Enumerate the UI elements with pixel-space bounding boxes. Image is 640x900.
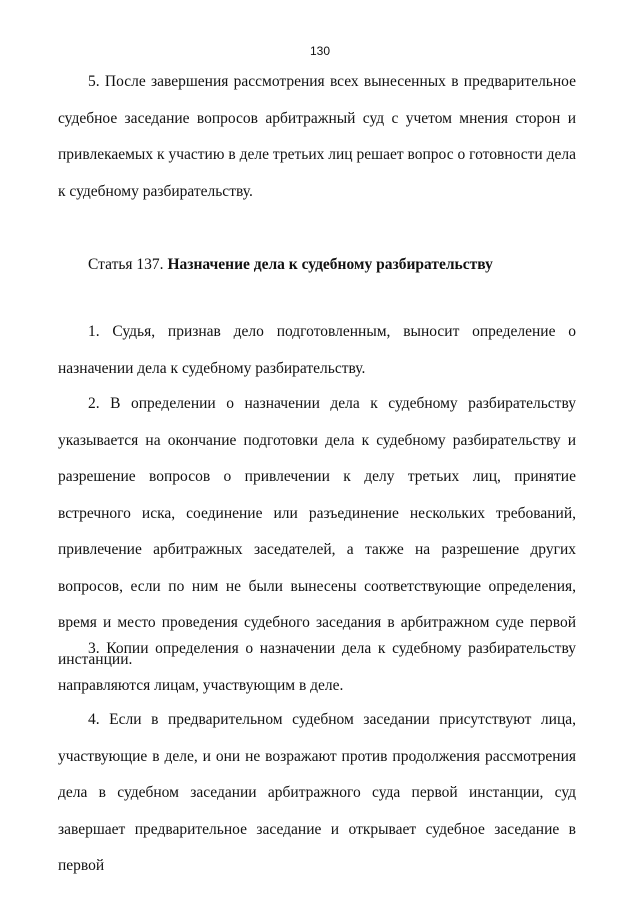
article-paragraph-4: 4. Если в предварительном судебном заседании присутствуют лица, участвующие в деле, и они не возражают против продолжения рассмотрения дела в судебном заседании арбитражного суда первой инстанции, суд завершает предварительное заседание и открывает судебное заседание в первой (58, 711, 576, 874)
article-paragraph-2: 2. В определении о назначении дела к судебному разбирательству указывается на окончание подготовки дела к судебному разбирательству и разрешение вопросов о привлечении к делу третьих лиц, принятие встречного иска, соединение или разъединение нескольких требований, привлечение арбитражных заседателей, а также на разрешение других вопросов, если по ним не были вынесены соответствующие определения, время и место проведения судебного заседания в арбитражном суде первой инстанции. (58, 395, 576, 668)
article-number: Статья 137. (88, 256, 168, 273)
article-paragraph-3: 3. Копии определения о назначении дела к судебному разбирательству направляются лицам, участвующим в деле. (58, 640, 576, 694)
article-title: Назначение дела к судебному разбирательству (167, 256, 493, 273)
article-heading (88, 250, 493, 280)
paragraph-5-preliminary-hearing: 5. После завершения рассмотрения всех вынесенных в предварительное судебное заседание вопросов арбитражный суд с учетом мнения сторон и привлекаемых к участию в деле третьих лиц решает вопрос о готовности дела к судебному разбирательству. (58, 73, 576, 200)
article-paragraph-1: 1. Судья, признав дело подготовленным, выносит определение о назначении дела к судебному разбирательству. (58, 323, 576, 377)
page-number: 130 (309, 44, 331, 58)
